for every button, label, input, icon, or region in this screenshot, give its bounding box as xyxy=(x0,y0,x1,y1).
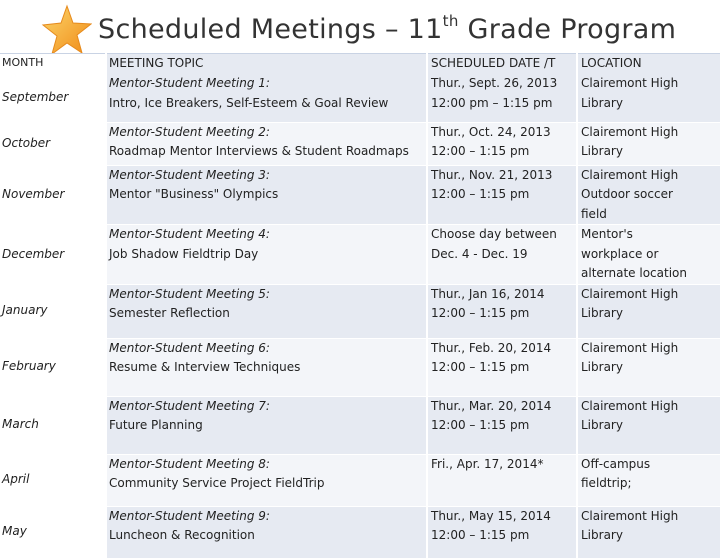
date-line-2: 12:00 – 1:15 pm xyxy=(431,306,530,320)
table-header-row xyxy=(0,54,720,75)
location-line-1: Clairemont High xyxy=(581,167,679,182)
title-main: Scheduled Meetings – 11 xyxy=(98,14,443,45)
location-cell xyxy=(577,225,720,285)
month-cell xyxy=(0,454,106,506)
location-line-2: Library xyxy=(581,360,623,374)
month-cell xyxy=(0,284,106,338)
topic-cell xyxy=(106,506,427,558)
date-line-1: Thur., Feb. 20, 2014 xyxy=(431,340,552,355)
location-cell xyxy=(577,165,720,225)
date-cell xyxy=(427,506,577,558)
topic-cell xyxy=(106,284,427,338)
date-line-2: 12:00 – 1:15 pm xyxy=(431,418,530,432)
table-row xyxy=(0,396,720,454)
topic-cell xyxy=(106,454,427,506)
topic-description: Future Planning xyxy=(109,418,203,432)
location-line-2: Library xyxy=(581,144,623,158)
month-cell xyxy=(0,225,106,285)
location-line-2: workplace or xyxy=(581,246,659,261)
date-cell xyxy=(427,225,577,285)
month-cell xyxy=(0,396,106,454)
location-cell xyxy=(577,284,720,338)
topic-cell xyxy=(106,338,427,396)
date-line-1: Thur., Jan 16, 2014 xyxy=(431,286,545,301)
location-line-2: Outdoor soccer xyxy=(581,187,673,201)
table-row xyxy=(0,165,720,225)
date-line-1: Fri., Apr. 17, 2014* xyxy=(431,456,544,471)
date-cell xyxy=(427,122,577,165)
date-line-2: 12:00 pm – 1:15 pm xyxy=(431,95,553,110)
date-line-1: Thur., May 15, 2014 xyxy=(431,508,551,523)
location-cell xyxy=(577,396,720,454)
location-cell xyxy=(577,122,720,165)
topic-title: Mentor-Student Meeting 6: xyxy=(109,340,270,355)
table-row xyxy=(0,338,720,396)
date-cell xyxy=(427,338,577,396)
topic-cell xyxy=(106,122,427,165)
location-line-1: Mentor's xyxy=(581,227,633,241)
table-row xyxy=(0,284,720,338)
date-line-1: Thur., Oct. 24, 2013 xyxy=(431,124,551,139)
location-line-2: fieldtrip; xyxy=(581,476,632,490)
topic-description: Luncheon & Recognition xyxy=(109,528,255,542)
location-line-1: Clairemont High xyxy=(581,340,679,355)
location-line-2: Library xyxy=(581,418,623,432)
location-line-2: Library xyxy=(581,306,623,320)
table-row xyxy=(0,74,720,122)
topic-title: Mentor-Student Meeting 8: xyxy=(109,456,270,471)
date-cell xyxy=(427,74,577,122)
topic-description: Mentor "Business" Olympics xyxy=(109,187,279,201)
topic-title: Mentor-Student Meeting 2: xyxy=(109,124,270,139)
topic-title: Mentor-Student Meeting 4: xyxy=(109,227,270,241)
location-line-3: field xyxy=(581,206,607,221)
date-line-1: Thur., Mar. 20, 2014 xyxy=(431,398,552,413)
date-cell xyxy=(427,454,577,506)
month-label: September xyxy=(2,90,69,104)
location-cell xyxy=(577,338,720,396)
location-line-1: Clairemont High xyxy=(581,124,679,139)
location-cell xyxy=(577,454,720,506)
header-month: MONTH xyxy=(0,54,106,75)
title-rest: Grade Program xyxy=(458,14,677,45)
month-cell xyxy=(0,165,106,225)
location-line-1: Clairemont High xyxy=(581,286,679,301)
location-line-1: Off-campus xyxy=(581,456,651,471)
location-line-1: Clairemont High xyxy=(581,508,679,523)
topic-title: Mentor-Student Meeting 5: xyxy=(109,286,270,301)
schedule-table xyxy=(0,53,720,559)
date-line-2: 12:00 – 1:15 pm xyxy=(431,187,530,201)
table-row xyxy=(0,506,720,558)
month-label: November xyxy=(2,187,65,201)
topic-cell xyxy=(106,225,427,285)
topic-cell xyxy=(106,74,427,122)
topic-description: Community Service Project FieldTrip xyxy=(109,476,325,490)
topic-description: Roadmap Mentor Interviews & Student Roadmaps xyxy=(109,144,409,158)
header-location: LOCATION xyxy=(577,54,720,75)
month-label: February xyxy=(2,359,56,374)
topic-cell xyxy=(106,165,427,225)
header-topic: MEETING TOPIC xyxy=(106,54,427,75)
month-label: October xyxy=(2,135,51,150)
location-line-3: alternate location xyxy=(581,266,687,280)
topic-cell xyxy=(106,396,427,454)
month-cell xyxy=(0,74,106,122)
location-cell xyxy=(577,74,720,122)
month-label: May xyxy=(2,524,27,539)
topic-title: Mentor-Student Meeting 7: xyxy=(109,398,270,413)
date-cell xyxy=(427,284,577,338)
month-label: March xyxy=(2,417,39,432)
date-cell xyxy=(427,165,577,225)
date-line-2: 12:00 – 1:15 pm xyxy=(431,360,530,374)
topic-description: Intro, Ice Breakers, Self-Esteem & Goal Review xyxy=(109,95,389,110)
location-cell xyxy=(577,506,720,558)
title-sup: th xyxy=(442,12,459,30)
month-label: December xyxy=(2,246,65,261)
month-label: January xyxy=(2,303,48,318)
topic-title: Mentor-Student Meeting 3: xyxy=(109,167,270,182)
star-icon xyxy=(40,4,92,56)
topic-title: Mentor-Student Meeting 1: xyxy=(109,76,270,90)
date-line-1: Thur., Nov. 21, 2013 xyxy=(431,167,553,182)
table-row xyxy=(0,454,720,506)
month-label: April xyxy=(2,472,30,487)
location-line-1: Clairemont High xyxy=(581,76,679,90)
date-line-2: 12:00 – 1:15 pm xyxy=(431,144,530,158)
table-row xyxy=(0,225,720,285)
topic-title: Mentor-Student Meeting 9: xyxy=(109,508,270,523)
table-row xyxy=(0,122,720,165)
topic-description: Resume & Interview Techniques xyxy=(109,360,301,374)
month-cell xyxy=(0,338,106,396)
date-line-1: Choose day between xyxy=(431,227,557,241)
location-line-1: Clairemont High xyxy=(581,398,679,413)
topic-description: Job Shadow Fieldtrip Day xyxy=(109,246,259,261)
topic-description: Semester Reflection xyxy=(109,306,230,320)
date-line-2: 12:00 – 1:15 pm xyxy=(431,528,530,542)
page-title xyxy=(98,14,676,45)
date-line-2: Dec. 4 - Dec. 19 xyxy=(431,246,528,261)
date-line-1: Thur., Sept. 26, 2013 xyxy=(431,76,558,90)
location-line-2: Library xyxy=(581,95,623,110)
date-cell xyxy=(427,396,577,454)
location-line-2: Library xyxy=(581,528,623,542)
month-cell xyxy=(0,506,106,558)
header-date: SCHEDULED DATE /T xyxy=(427,54,577,75)
month-cell xyxy=(0,122,106,165)
